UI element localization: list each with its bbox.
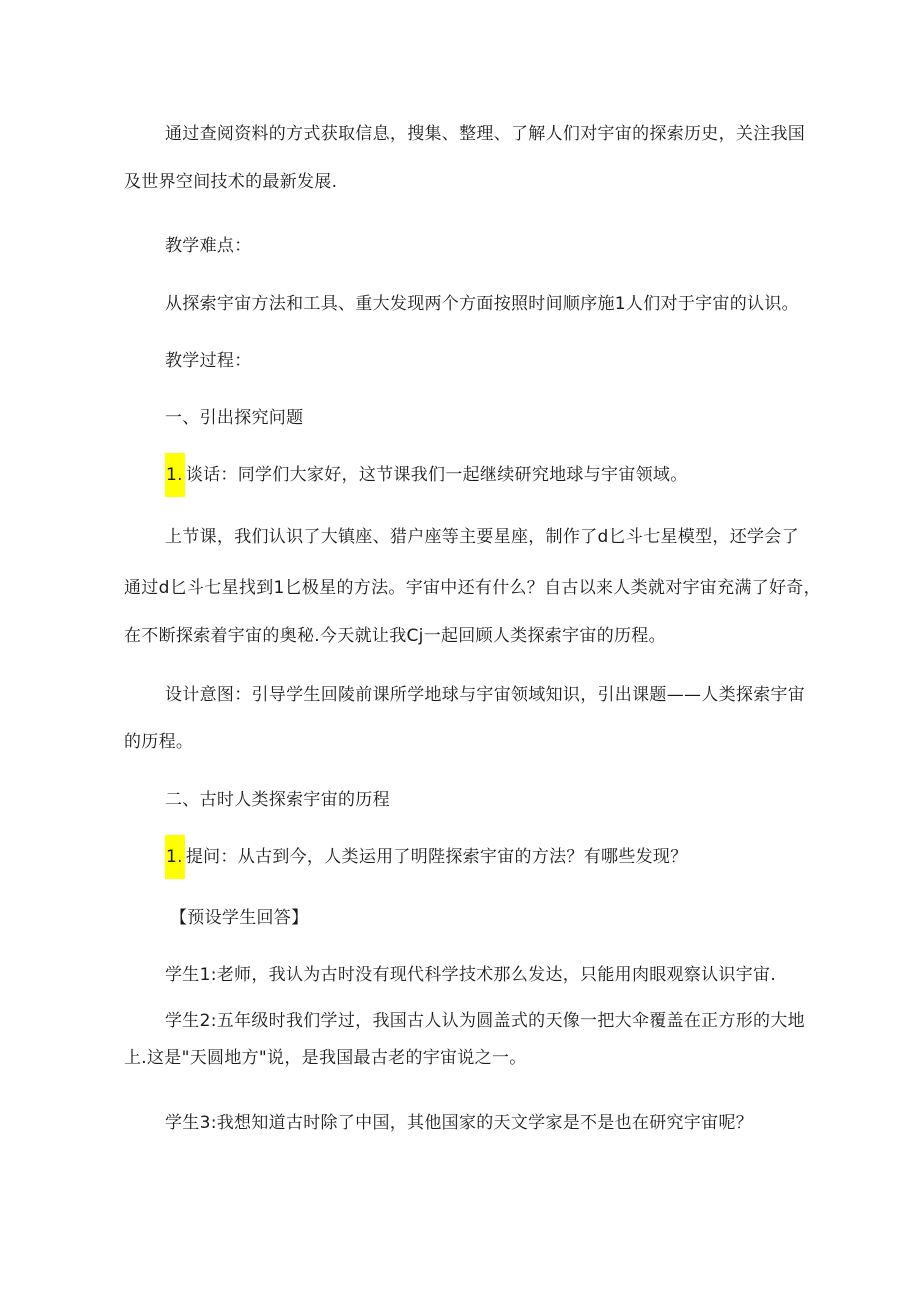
student2-answer-line1: 学生2:五年级时我们学过，我国古人认为圆盖式的天像一把大伞覆盖在正方形的大地 — [165, 1011, 805, 1031]
paragraph-objective-line2: 及世界空间技术的最新发展. — [124, 172, 338, 192]
difficulty-heading: 教学难点： — [165, 236, 252, 256]
student1-answer: 学生1:老师，我认为古时没有现代科学技术那么发达，只能用肉眼观察认识宇宙. — [165, 965, 777, 985]
highlighted-item-number: 1. — [166, 465, 183, 485]
section2-item-text: 提问：从古到今，人类运用了明陛探索宇宙的方法？有哪些发现？ — [185, 847, 688, 867]
design-intent-line1: 设计意图：引导学生回陵前课所学地球与宇宙领域知识，引出课题——人类探索宇宙 — [165, 685, 806, 705]
student3-answer: 学生3:我想知道古时除了中国，其他国家的天文学家是不是也在研究宇宙呢？ — [165, 1113, 754, 1133]
paragraph-objective-line1: 通过查阅资料的方式获取信息，搜集、整理、了解人们对宇宙的探索历史，关注我国 — [165, 124, 806, 144]
section2-heading: 二、古时人类探索宇宙的历程 — [165, 790, 390, 810]
preset-answers-heading: 【预设学生回答】 — [170, 908, 309, 928]
paragraph-intro-line2: 通过d匕斗七星找到1匕极星的方法。宇宙中还有什么？自古以来人类就对宇宙充满了好奇， — [124, 578, 821, 598]
section1-item-text: 谈话：同学们大家好，这节课我们一起继续研究地球与宇宙领域。 — [185, 465, 688, 485]
section1-heading: 一、引出探究问题 — [165, 408, 304, 428]
design-intent-line2: 的历程。 — [124, 732, 194, 752]
student2-answer-line2: 上.这是"天圆地方"说，是我国最古老的宇宙说之一。 — [124, 1048, 527, 1068]
paragraph-intro-line3: 在不断探索着宇宙的奥秘.今天就让我Cj一起回顾人类探索宇宙的历程。 — [124, 626, 666, 646]
paragraph-intro-line1: 上节课，我们认识了大镇座、猎户座等主要星座，制作了d匕斗七星模型，还学会了 — [165, 527, 799, 547]
highlighted-item-number: 1. — [166, 847, 183, 867]
process-heading: 教学过程： — [165, 351, 252, 371]
difficulty-text: 从探索宇宙方法和工具、重大发现两个方面按照时间顺序施1人们对于宇宙的认识。 — [165, 294, 799, 314]
section1-item — [165, 463, 688, 487]
section2-item — [165, 845, 688, 869]
